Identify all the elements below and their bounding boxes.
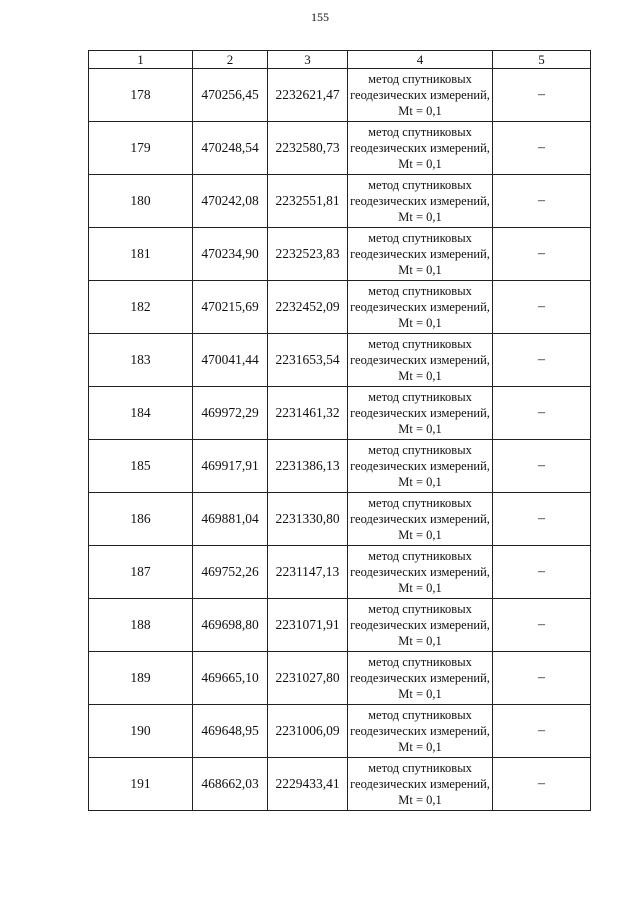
method-cell: метод спутниковых геодезических измерений, Mt = 0,1 <box>348 69 493 122</box>
point-number-cell: 182 <box>89 281 193 334</box>
header-col-1: 1 <box>89 51 193 69</box>
x-coordinate-cell: 469752,26 <box>193 546 268 599</box>
table-row <box>89 758 591 811</box>
table-row <box>89 440 591 493</box>
note-cell: – <box>493 122 591 175</box>
table-row <box>89 546 591 599</box>
note-cell: – <box>493 758 591 811</box>
method-cell: метод спутниковых геодезических измерений, Mt = 0,1 <box>348 546 493 599</box>
y-coordinate-cell: 2229433,41 <box>268 758 348 811</box>
note-cell: – <box>493 493 591 546</box>
method-cell: метод спутниковых геодезических измерений, Mt = 0,1 <box>348 387 493 440</box>
x-coordinate-cell: 470234,90 <box>193 228 268 281</box>
x-coordinate-cell: 470256,45 <box>193 69 268 122</box>
x-coordinate-cell: 470215,69 <box>193 281 268 334</box>
x-coordinate-cell: 470242,08 <box>193 175 268 228</box>
y-coordinate-cell: 2231147,13 <box>268 546 348 599</box>
table-row <box>89 122 591 175</box>
y-coordinate-cell: 2232523,83 <box>268 228 348 281</box>
coordinates-table <box>88 50 591 811</box>
y-coordinate-cell: 2231653,54 <box>268 334 348 387</box>
method-cell: метод спутниковых геодезических измерений, Mt = 0,1 <box>348 122 493 175</box>
point-number-cell: 178 <box>89 69 193 122</box>
point-number-cell: 191 <box>89 758 193 811</box>
y-coordinate-cell: 2231386,13 <box>268 440 348 493</box>
x-coordinate-cell: 470041,44 <box>193 334 268 387</box>
x-coordinate-cell: 470248,54 <box>193 122 268 175</box>
point-number-cell: 188 <box>89 599 193 652</box>
note-cell: – <box>493 387 591 440</box>
table-header <box>89 51 591 69</box>
method-cell: метод спутниковых геодезических измерений, Mt = 0,1 <box>348 652 493 705</box>
point-number-cell: 187 <box>89 546 193 599</box>
note-cell: – <box>493 334 591 387</box>
table-row <box>89 175 591 228</box>
method-cell: метод спутниковых геодезических измерений, Mt = 0,1 <box>348 334 493 387</box>
method-cell: метод спутниковых геодезических измерений, Mt = 0,1 <box>348 281 493 334</box>
x-coordinate-cell: 469917,91 <box>193 440 268 493</box>
note-cell: – <box>493 69 591 122</box>
table-row <box>89 69 591 122</box>
header-col-5: 5 <box>493 51 591 69</box>
header-row <box>89 51 591 69</box>
note-cell: – <box>493 228 591 281</box>
point-number-cell: 181 <box>89 228 193 281</box>
point-number-cell: 184 <box>89 387 193 440</box>
page-number: 155 <box>311 10 329 24</box>
y-coordinate-cell: 2232452,09 <box>268 281 348 334</box>
table-body <box>89 69 591 811</box>
x-coordinate-cell: 469972,29 <box>193 387 268 440</box>
y-coordinate-cell: 2231006,09 <box>268 705 348 758</box>
y-coordinate-cell: 2232580,73 <box>268 122 348 175</box>
y-coordinate-cell: 2231027,80 <box>268 652 348 705</box>
note-cell: – <box>493 175 591 228</box>
table-row <box>89 334 591 387</box>
method-cell: метод спутниковых геодезических измерений, Mt = 0,1 <box>348 493 493 546</box>
table-row <box>89 281 591 334</box>
note-cell: – <box>493 546 591 599</box>
y-coordinate-cell: 2231330,80 <box>268 493 348 546</box>
table-row <box>89 705 591 758</box>
method-cell: метод спутниковых геодезических измерений, Mt = 0,1 <box>348 175 493 228</box>
x-coordinate-cell: 469665,10 <box>193 652 268 705</box>
note-cell: – <box>493 705 591 758</box>
header-col-3: 3 <box>268 51 348 69</box>
x-coordinate-cell: 469648,95 <box>193 705 268 758</box>
note-cell: – <box>493 281 591 334</box>
method-cell: метод спутниковых геодезических измерений, Mt = 0,1 <box>348 228 493 281</box>
method-cell: метод спутниковых геодезических измерений, Mt = 0,1 <box>348 440 493 493</box>
point-number-cell: 183 <box>89 334 193 387</box>
point-number-cell: 185 <box>89 440 193 493</box>
x-coordinate-cell: 469698,80 <box>193 599 268 652</box>
point-number-cell: 190 <box>89 705 193 758</box>
method-cell: метод спутниковых геодезических измерений, Mt = 0,1 <box>348 705 493 758</box>
note-cell: – <box>493 652 591 705</box>
table-row <box>89 387 591 440</box>
method-cell: метод спутниковых геодезических измерений, Mt = 0,1 <box>348 599 493 652</box>
table-row <box>89 652 591 705</box>
table-row <box>89 493 591 546</box>
y-coordinate-cell: 2231071,91 <box>268 599 348 652</box>
note-cell: – <box>493 599 591 652</box>
point-number-cell: 186 <box>89 493 193 546</box>
table-row <box>89 228 591 281</box>
x-coordinate-cell: 468662,03 <box>193 758 268 811</box>
header-col-2: 2 <box>193 51 268 69</box>
table-row <box>89 599 591 652</box>
y-coordinate-cell: 2231461,32 <box>268 387 348 440</box>
header-col-4: 4 <box>348 51 493 69</box>
y-coordinate-cell: 2232551,81 <box>268 175 348 228</box>
note-cell: – <box>493 440 591 493</box>
y-coordinate-cell: 2232621,47 <box>268 69 348 122</box>
x-coordinate-cell: 469881,04 <box>193 493 268 546</box>
point-number-cell: 189 <box>89 652 193 705</box>
point-number-cell: 179 <box>89 122 193 175</box>
point-number-cell: 180 <box>89 175 193 228</box>
method-cell: метод спутниковых геодезических измерений, Mt = 0,1 <box>348 758 493 811</box>
